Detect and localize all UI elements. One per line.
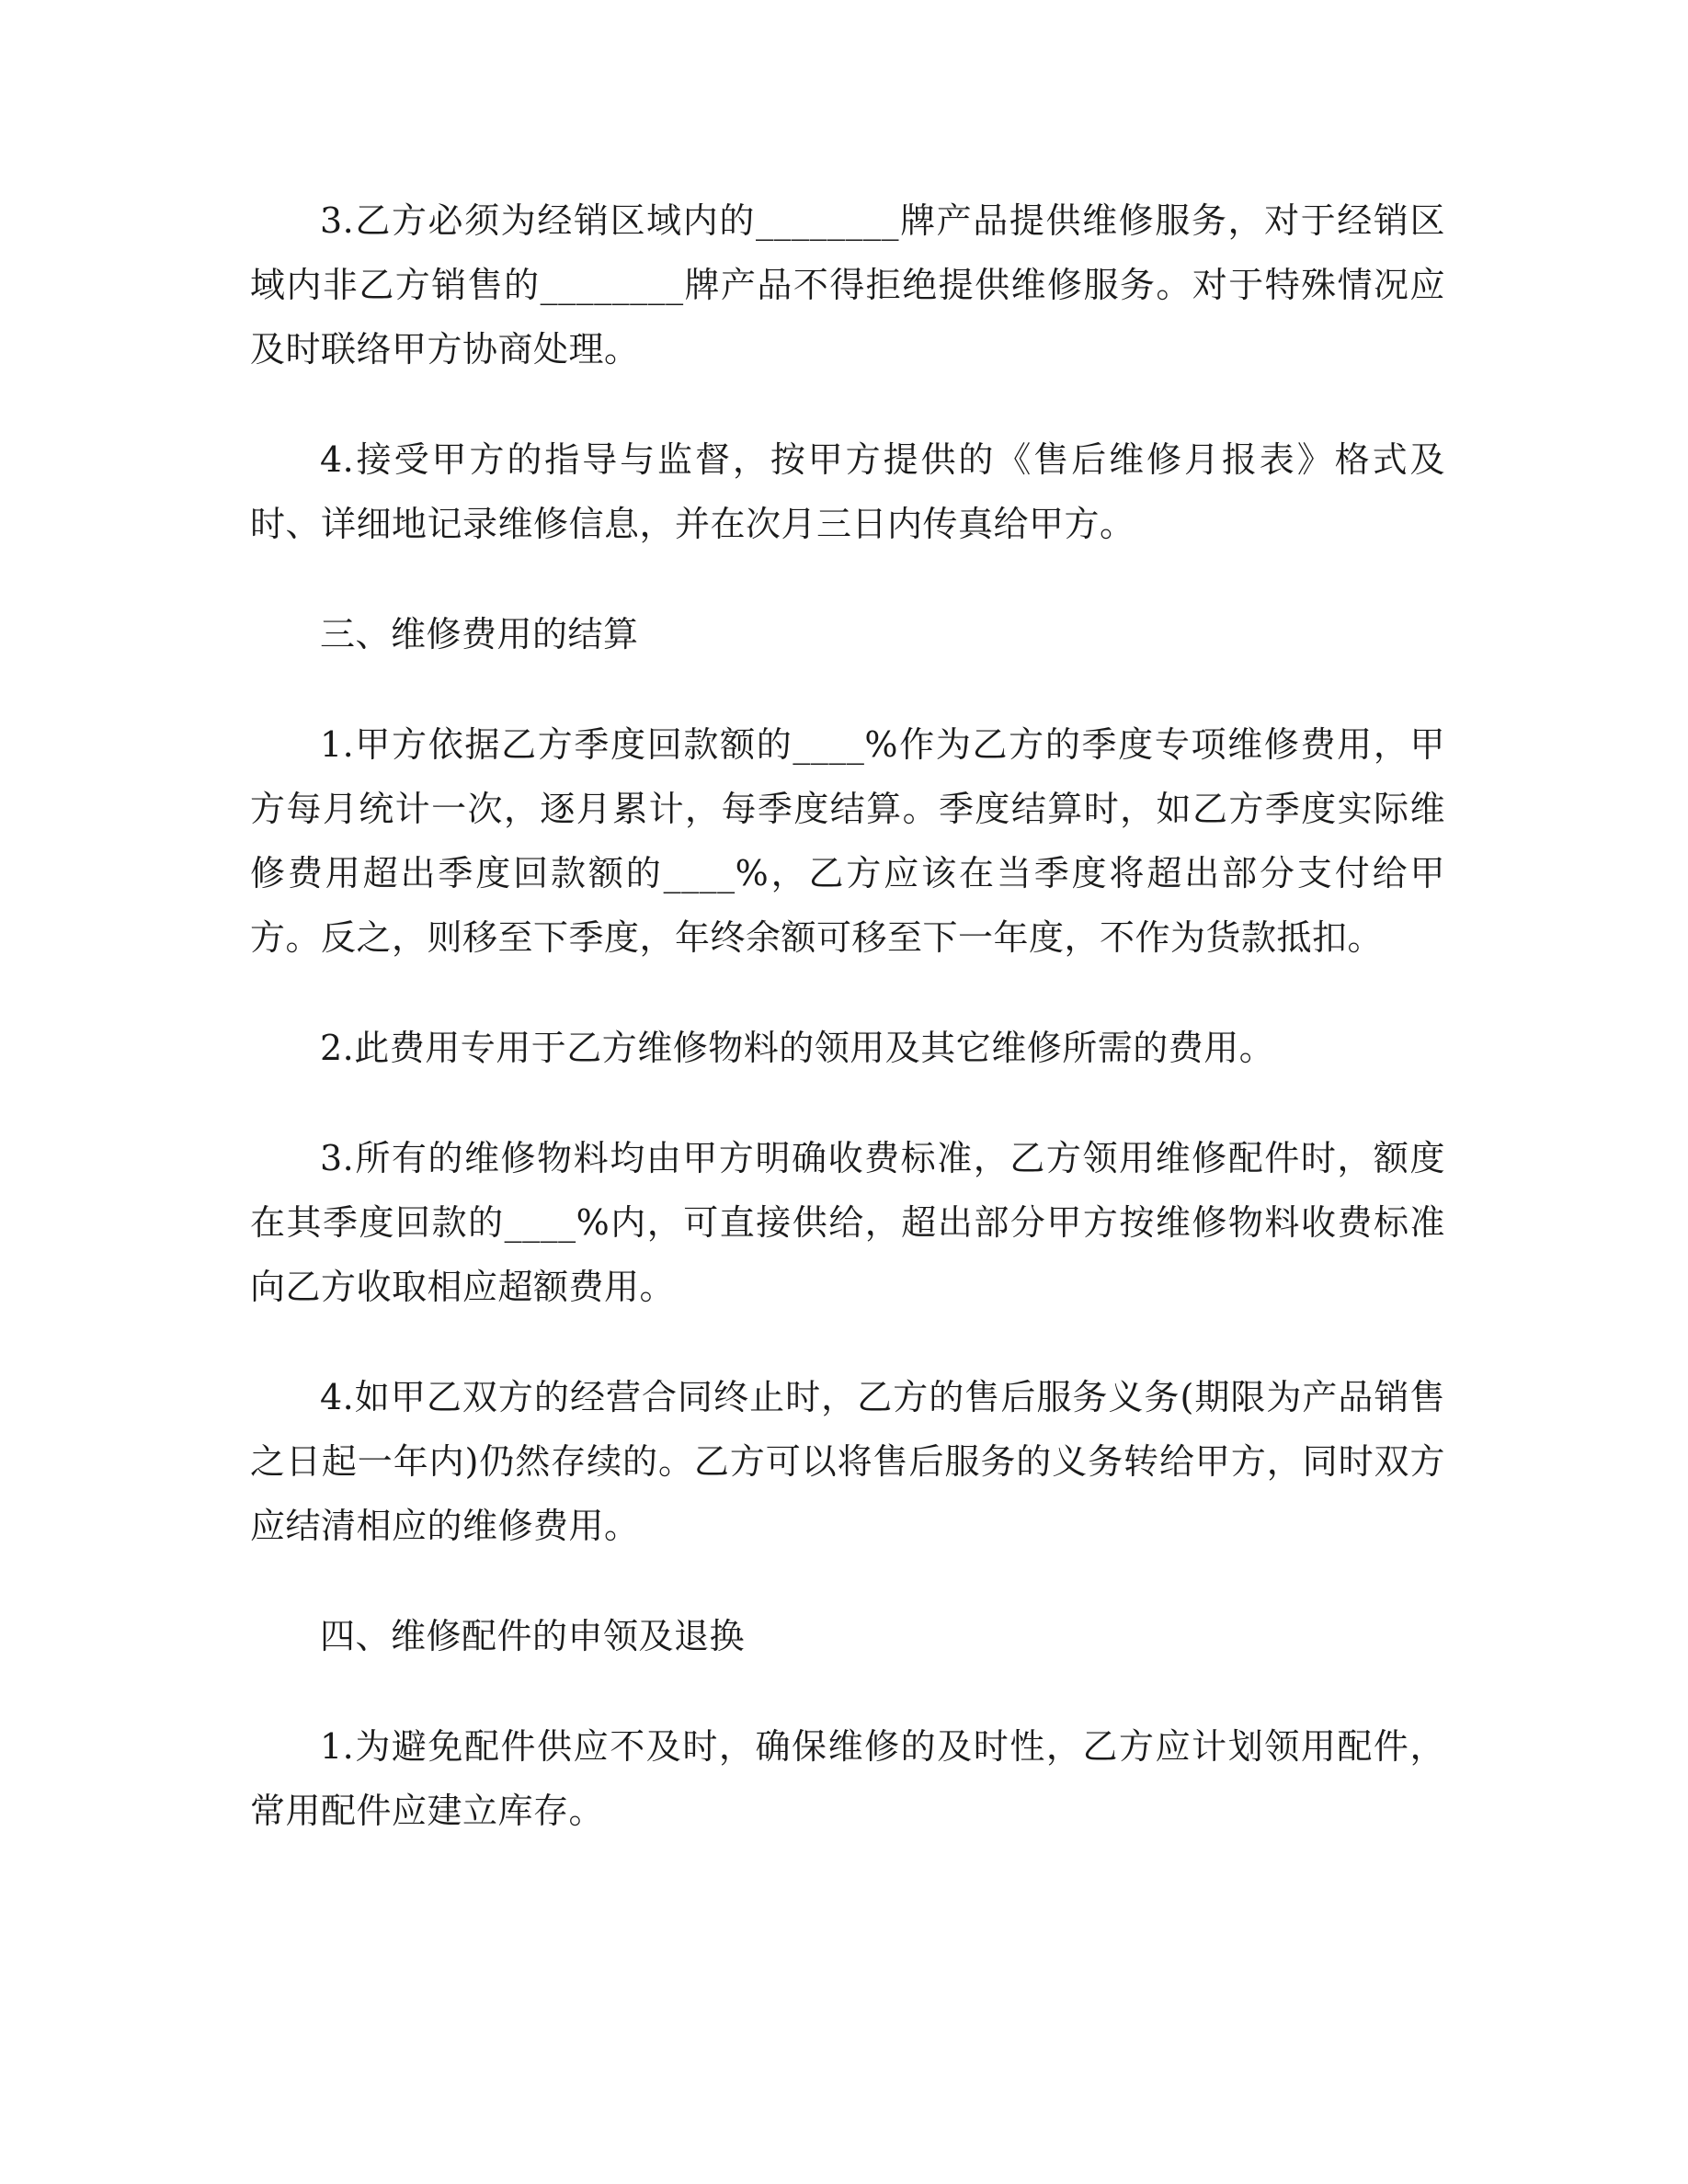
clause-4-supervision: 4.接受甲方的指导与监督，按甲方提供的《售后维修月报表》格式及时、详细地记录维修信息，并在次月三日内传真给甲方。 <box>250 439 1445 544</box>
section-4-heading: 四、维修配件的申领及退换 <box>320 1616 746 1656</box>
clause-1-fee-settlement: 1.甲方依据乙方季度回款额的____%作为乙方的季度专项维修费用，甲方每月统计一次，逐月累计，每季度结算。季度结算时，如乙方季度实际维修费用超出季度回款额的____%，乙方应该在当季度将超出部分支付给甲方。反之，则移至下季度，年终余额可移至下一年度，不作为货款抵扣。 <box>250 724 1445 958</box>
clause-2-fee-usage: 2.此费用专用于乙方维修物料的领用及其它维修所需的费用。 <box>320 1028 1275 1068</box>
clause-1-parts-stock: 1.为避免配件供应不及时，确保维修的及时性，乙方应计划领用配件，常用配件应建立库存。 <box>250 1726 1445 1831</box>
section-3-heading: 三、维修费用的结算 <box>320 614 639 654</box>
clause-3-material-fees: 3.所有的维修物料均由甲方明确收费标准，乙方领用维修配件时，额度在其季度回款的____%内，可直接供给，超出部分甲方按维修物料收费标准向乙方收取相应超额费用。 <box>250 1138 1445 1307</box>
document-body <box>250 188 1445 1889</box>
clause-3-repair-service: 3.乙方必须为经销区域内的________牌产品提供维修服务，对于经销区域内非乙方销售的________牌产品不得拒绝提供维修服务。对于特殊情况应及时联络甲方协商处理。 <box>250 200 1445 370</box>
clause-4-contract-termination: 4.如甲乙双方的经营合同终止时，乙方的售后服务义务(期限为产品销售之日起一年内)仍然存续的。乙方可以将售后服务的义务转给甲方，同时双方应结清相应的维修费用。 <box>250 1377 1445 1546</box>
